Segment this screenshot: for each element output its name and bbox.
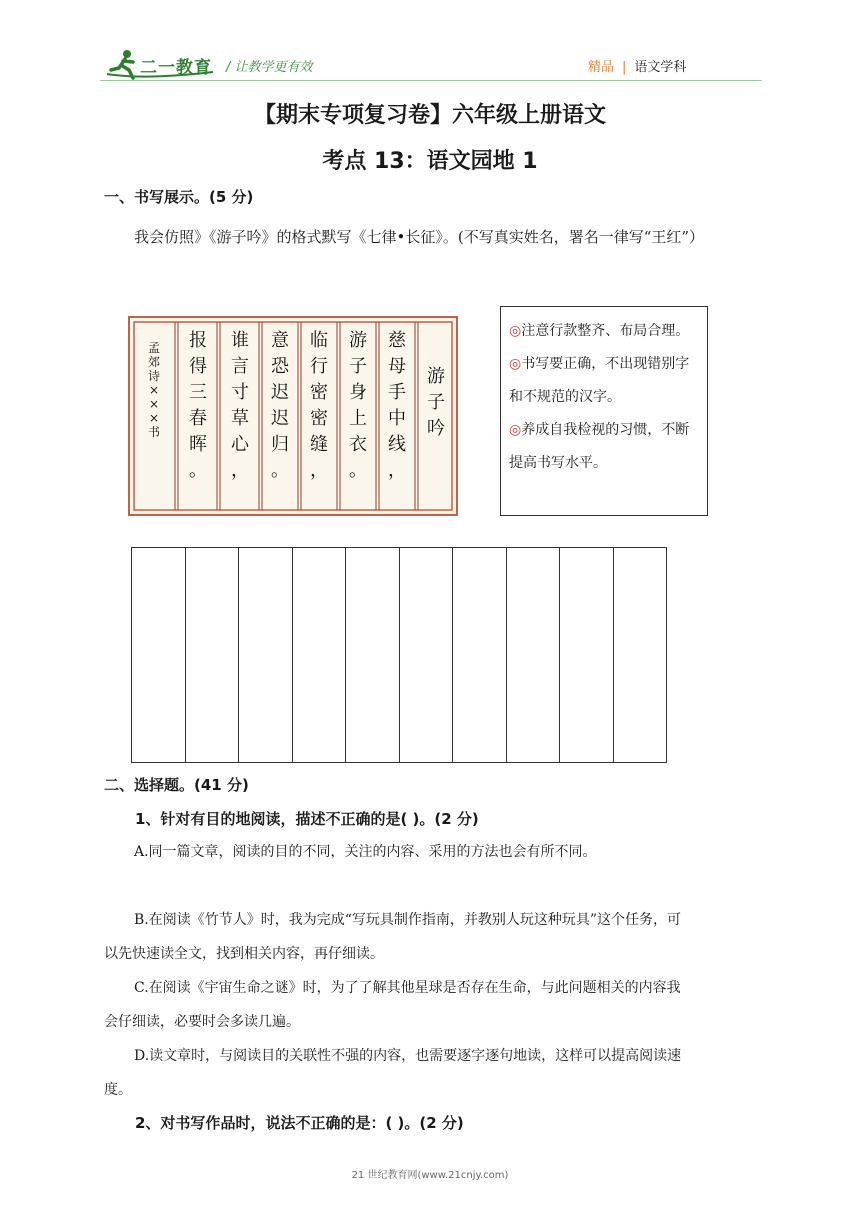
grid-column[interactable]	[453, 548, 507, 762]
grid-column[interactable]	[507, 548, 561, 762]
grid-column[interactable]	[132, 548, 186, 762]
poem-line: 临行密密缝，	[310, 330, 328, 481]
poem-line: 游子身上衣。	[349, 330, 367, 481]
grid-column[interactable]	[239, 548, 293, 762]
page-footer: 21 世纪教育网(www.21cnjy.com)	[351, 1170, 509, 1181]
section-heading-1: 一、书写展示。(5 分)	[104, 188, 254, 206]
option-d: D.读文章时，与阅读目的关联性不强的内容，也需要逐字逐句地读，这样可以提高阅读速度。	[104, 1048, 682, 1098]
page-subtitle: 考点 13：语文园地 1	[322, 149, 538, 174]
subject-label: 语文学科	[634, 60, 687, 75]
instruction-text: 我会仿照》《游子吟》的格式默写《七律•长征》。(不写真实姓名，署名一律写“王红”）	[134, 228, 705, 246]
slogan: / 让教学更有效	[226, 60, 313, 75]
poem-title: 游子吟	[427, 366, 445, 439]
writing-grid[interactable]	[131, 547, 667, 763]
option-c: C.在阅读《宇宙生命之谜》时，为了了解其他星球是否存在生命，与此问题相关的内容我会仔细读，必要时会多读几遍。	[104, 980, 681, 1030]
tip-item	[509, 414, 701, 480]
question-2-stem: 2、对书写作品时，说法不正确的是：( )。(2 分)	[135, 1114, 464, 1132]
tip-item	[509, 315, 701, 348]
section-heading-2: 二、选择题。(41 分)	[104, 776, 249, 794]
option-b: B.在阅读《竹节人》时，我为完成“写玩具制作指南，并教别人玩这种玩具”这个任务，可以先快速读全文，找到相关内容，再仔细读。	[104, 912, 682, 962]
grid-column[interactable]	[346, 548, 400, 762]
header-divider-line	[100, 80, 762, 81]
tip-text: 注意行款整齐、布局合理。	[521, 323, 690, 339]
poem-line: 报得三春晖。	[189, 330, 207, 481]
quality-label: 精品	[588, 60, 615, 75]
bullet-icon: ◎	[509, 356, 522, 372]
grid-column[interactable]	[614, 548, 667, 762]
tip-text: 养成自我检视的习惯，不断提高书写水平。	[509, 422, 690, 471]
poem-line: 慈母手中线，	[388, 330, 406, 481]
logo-text: 二一教育	[140, 58, 212, 78]
question-1-stem: 1、针对有目的地阅读，描述不正确的是( )。(2 分)	[135, 810, 479, 828]
poem-line: 意恐迟迟归。	[271, 330, 289, 481]
header-right	[588, 56, 686, 75]
tip-text: 书写要正确，不出现错别字和不规范的汉字。	[509, 356, 690, 405]
page-title: 【期末专项复习卷】六年级上册语文	[253, 103, 606, 128]
tips-box	[500, 306, 708, 516]
grid-column[interactable]	[400, 548, 454, 762]
poem-signature: 孟郊诗× × ×书	[147, 341, 161, 439]
tip-item	[509, 348, 701, 414]
poem-calligraphy-image	[128, 316, 458, 516]
grid-column[interactable]	[293, 548, 347, 762]
grid-column[interactable]	[186, 548, 240, 762]
header-divider: |	[622, 60, 627, 75]
bullet-icon: ◎	[509, 323, 522, 339]
bullet-icon: ◎	[509, 422, 522, 438]
poem-line: 谁言寸草心，	[231, 330, 249, 481]
grid-column[interactable]	[560, 548, 614, 762]
option-a: A.同一篇文章，阅读的目的不同，关注的内容、采用的方法也会有所不同。	[134, 844, 597, 860]
